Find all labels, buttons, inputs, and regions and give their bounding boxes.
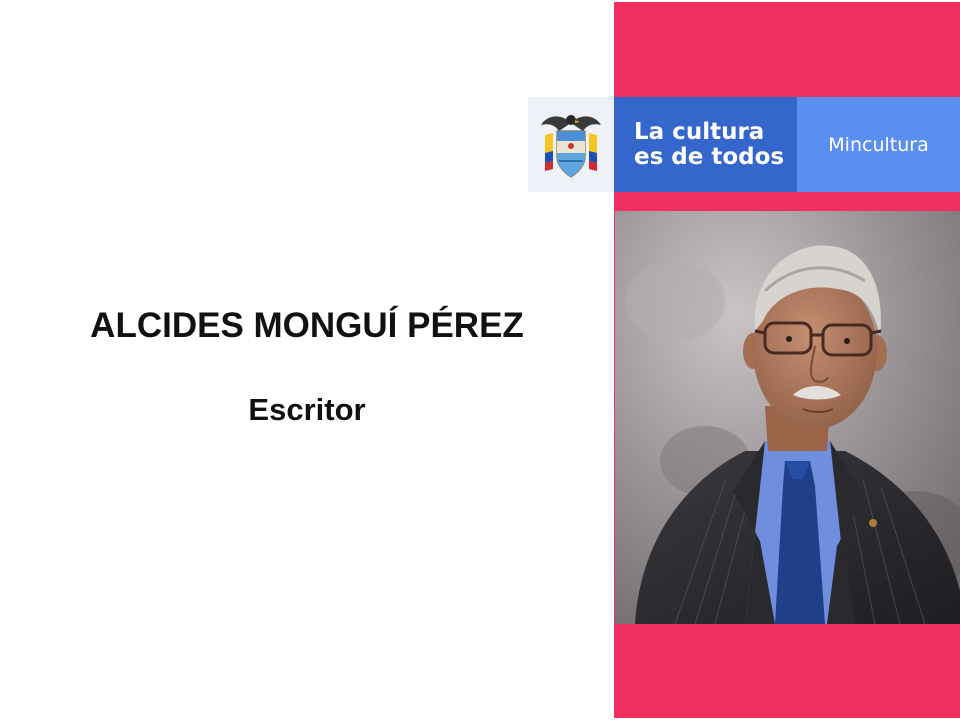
ministry-label: Mincultura [828, 133, 929, 156]
government-banner [528, 97, 960, 192]
ministry-panel [797, 97, 960, 192]
author-portrait [615, 211, 960, 624]
portrait-illustration [615, 211, 960, 624]
person-name: ALCIDES MONGUÍ PÉREZ [90, 306, 524, 345]
colombia-coat-of-arms-icon [539, 109, 603, 181]
person-role: Escritor [248, 392, 366, 427]
slogan-line-1: La cultura [634, 118, 765, 145]
slogan-line-2: es de todos [634, 143, 785, 170]
slogan-panel [614, 97, 797, 192]
coat-of-arms-panel [528, 97, 614, 192]
